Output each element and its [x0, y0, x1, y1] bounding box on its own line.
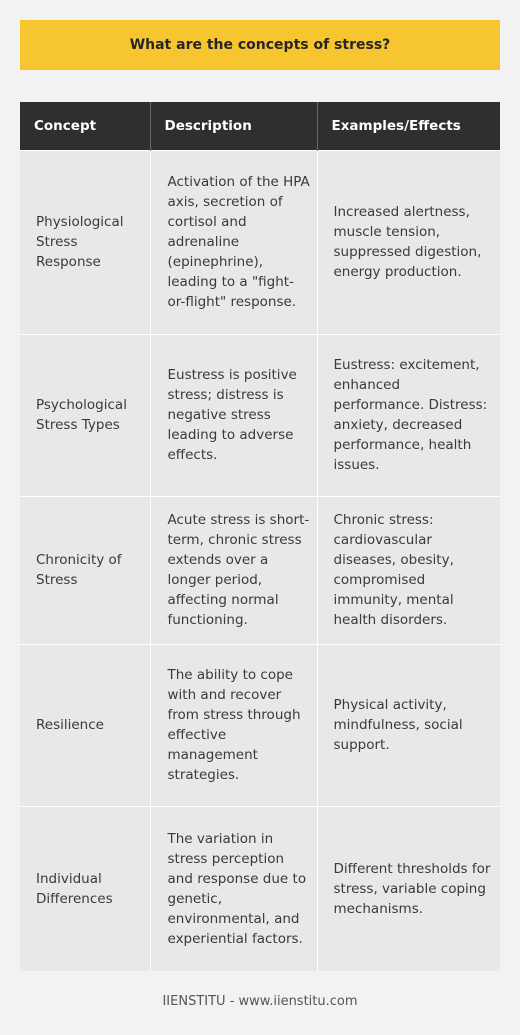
- cell-concept: Resilience: [20, 644, 150, 806]
- header-description: Description: [150, 102, 317, 150]
- header-concept: Concept: [20, 102, 150, 150]
- concepts-table: [20, 102, 500, 971]
- table-row: [20, 806, 500, 971]
- table-body: [20, 150, 500, 971]
- cell-description: Acute stress is short-term, chronic stress extends over a longer period, affecting normal functioning.: [150, 496, 317, 644]
- cell-description: The variation in stress perception and response due to genetic, environmental, and experiential factors.: [150, 806, 317, 971]
- cell-examples: Different thresholds for stress, variable coping mechanisms.: [317, 806, 500, 971]
- cell-examples: Chronic stress: cardiovascular diseases, obesity, compromised immunity, mental health disorders.: [317, 496, 500, 644]
- cell-examples: Eustress: excitement, enhanced performance. Distress: anxiety, decreased performance, health issues.: [317, 334, 500, 496]
- cell-concept: Individual Differences: [20, 806, 150, 971]
- header-examples: Examples/Effects: [317, 102, 500, 150]
- table-row: [20, 150, 500, 334]
- page-title: What are the concepts of stress?: [20, 20, 500, 70]
- cell-concept: Physiological Stress Response: [20, 150, 150, 334]
- cell-description: The ability to cope with and recover from stress through effective management strategies.: [150, 644, 317, 806]
- cell-examples: Physical activity, mindfulness, social support.: [317, 644, 500, 806]
- table-row: [20, 334, 500, 496]
- cell-examples: Increased alertness, muscle tension, suppressed digestion, energy production.: [317, 150, 500, 334]
- cell-description: Eustress is positive stress; distress is negative stress leading to adverse effects.: [150, 334, 317, 496]
- table-row: [20, 496, 500, 644]
- cell-concept: Chronicity of Stress: [20, 496, 150, 644]
- table-header: [20, 102, 500, 150]
- cell-description: Activation of the HPA axis, secretion of cortisol and adrenaline (epinephrine), leading to a "fight-or-flight" response.: [150, 150, 317, 334]
- cell-concept: Psychological Stress Types: [20, 334, 150, 496]
- footer-credit: IIENSTITU - www.iienstitu.com: [162, 994, 358, 1009]
- table-header-row: [20, 102, 500, 150]
- table-row: [20, 644, 500, 806]
